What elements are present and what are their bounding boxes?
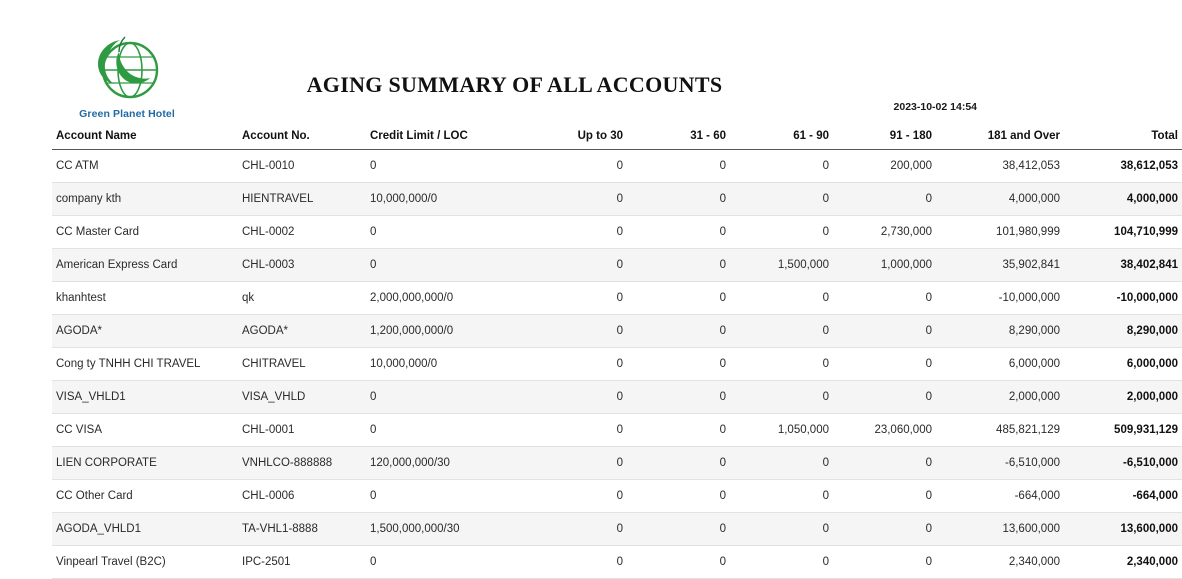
cell-credit-limit: 0 — [366, 414, 524, 447]
column-header-account-name: Account Name — [52, 130, 238, 150]
cell-account-no: IPC-2501 — [238, 546, 366, 579]
cell-31-60: 0 — [627, 348, 730, 381]
table-body — [52, 150, 1182, 579]
cell-61-90: 0 — [730, 315, 833, 348]
column-header-up-to-30: Up to 30 — [524, 130, 627, 150]
cell-91-180: 0 — [833, 381, 936, 414]
aging-summary-table — [52, 130, 1182, 579]
cell-31-60: 0 — [627, 249, 730, 282]
cell-up-to-30: 0 — [524, 282, 627, 315]
table-row — [52, 183, 1182, 216]
cell-181-and-over: -664,000 — [936, 480, 1064, 513]
cell-account-name: Vinpearl Travel (B2C) — [52, 546, 238, 579]
cell-31-60: 0 — [627, 513, 730, 546]
cell-181-and-over: -6,510,000 — [936, 447, 1064, 480]
table-row — [52, 414, 1182, 447]
table-row — [52, 447, 1182, 480]
cell-61-90: 0 — [730, 480, 833, 513]
brand-name: Green Planet Hotel — [79, 108, 175, 120]
cell-account-name: CC Master Card — [52, 216, 238, 249]
report-table-container — [52, 130, 1178, 568]
cell-account-no: VNHLCO-888888 — [238, 447, 366, 480]
column-header-credit-limit: Credit Limit / LOC — [366, 130, 524, 150]
cell-up-to-30: 0 — [524, 348, 627, 381]
cell-total: 38,612,053 — [1064, 150, 1182, 183]
cell-credit-limit: 120,000,000/30 — [366, 447, 524, 480]
cell-181-and-over: 38,412,053 — [936, 150, 1064, 183]
cell-181-and-over: 35,902,841 — [936, 249, 1064, 282]
cell-account-name: Cong ty TNHH CHI TRAVEL — [52, 348, 238, 381]
cell-181-and-over: 485,821,129 — [936, 414, 1064, 447]
cell-up-to-30: 0 — [524, 480, 627, 513]
cell-total: -10,000,000 — [1064, 282, 1182, 315]
cell-credit-limit: 10,000,000/0 — [366, 348, 524, 381]
table-row — [52, 282, 1182, 315]
cell-credit-limit: 0 — [366, 150, 524, 183]
cell-181-and-over: -10,000,000 — [936, 282, 1064, 315]
cell-account-no: CHL-0001 — [238, 414, 366, 447]
cell-91-180: 0 — [833, 546, 936, 579]
cell-31-60: 0 — [627, 546, 730, 579]
table-row — [52, 348, 1182, 381]
cell-61-90: 0 — [730, 216, 833, 249]
cell-credit-limit: 10,000,000/0 — [366, 183, 524, 216]
table-row — [52, 150, 1182, 183]
cell-total: -664,000 — [1064, 480, 1182, 513]
cell-91-180: 2,730,000 — [833, 216, 936, 249]
cell-total: 4,000,000 — [1064, 183, 1182, 216]
cell-61-90: 0 — [730, 183, 833, 216]
cell-61-90: 0 — [730, 513, 833, 546]
cell-181-and-over: 13,600,000 — [936, 513, 1064, 546]
cell-91-180: 23,060,000 — [833, 414, 936, 447]
table-row — [52, 480, 1182, 513]
cell-account-no: AGODA* — [238, 315, 366, 348]
cell-up-to-30: 0 — [524, 447, 627, 480]
cell-up-to-30: 0 — [524, 315, 627, 348]
cell-credit-limit: 1,500,000,000/30 — [366, 513, 524, 546]
cell-181-and-over: 2,000,000 — [936, 381, 1064, 414]
cell-31-60: 0 — [627, 381, 730, 414]
column-header-account-no: Account No. — [238, 130, 366, 150]
cell-total: 509,931,129 — [1064, 414, 1182, 447]
cell-91-180: 0 — [833, 315, 936, 348]
cell-account-name: khanhtest — [52, 282, 238, 315]
cell-181-and-over: 2,340,000 — [936, 546, 1064, 579]
column-header-91-180: 91 - 180 — [833, 130, 936, 150]
cell-181-and-over: 101,980,999 — [936, 216, 1064, 249]
cell-credit-limit: 0 — [366, 381, 524, 414]
cell-31-60: 0 — [627, 480, 730, 513]
cell-91-180: 1,000,000 — [833, 249, 936, 282]
cell-31-60: 0 — [627, 447, 730, 480]
cell-61-90: 1,050,000 — [730, 414, 833, 447]
cell-total: 38,402,841 — [1064, 249, 1182, 282]
cell-credit-limit: 1,200,000,000/0 — [366, 315, 524, 348]
cell-account-no: CHL-0003 — [238, 249, 366, 282]
cell-total: 6,000,000 — [1064, 348, 1182, 381]
cell-91-180: 0 — [833, 282, 936, 315]
cell-credit-limit: 2,000,000,000/0 — [366, 282, 524, 315]
cell-up-to-30: 0 — [524, 183, 627, 216]
cell-31-60: 0 — [627, 150, 730, 183]
cell-account-no: qk — [238, 282, 366, 315]
cell-31-60: 0 — [627, 183, 730, 216]
cell-up-to-30: 0 — [524, 150, 627, 183]
column-header-31-60: 31 - 60 — [627, 130, 730, 150]
cell-total: -6,510,000 — [1064, 447, 1182, 480]
cell-up-to-30: 0 — [524, 249, 627, 282]
cell-account-no: HIENTRAVEL — [238, 183, 366, 216]
cell-61-90: 0 — [730, 447, 833, 480]
cell-account-no: CHL-0002 — [238, 216, 366, 249]
cell-up-to-30: 0 — [524, 216, 627, 249]
cell-account-name: AGODA* — [52, 315, 238, 348]
column-header-61-90: 61 - 90 — [730, 130, 833, 150]
cell-181-and-over: 4,000,000 — [936, 183, 1064, 216]
cell-91-180: 0 — [833, 480, 936, 513]
cell-181-and-over: 8,290,000 — [936, 315, 1064, 348]
cell-account-name: CC ATM — [52, 150, 238, 183]
cell-up-to-30: 0 — [524, 513, 627, 546]
cell-61-90: 0 — [730, 282, 833, 315]
cell-credit-limit: 0 — [366, 546, 524, 579]
cell-credit-limit: 0 — [366, 480, 524, 513]
table-row — [52, 381, 1182, 414]
report-timestamp: 2023-10-02 14:54 — [893, 101, 977, 113]
cell-61-90: 0 — [730, 348, 833, 381]
cell-91-180: 0 — [833, 348, 936, 381]
cell-account-name: VISA_VHLD1 — [52, 381, 238, 414]
cell-account-name: CC VISA — [52, 414, 238, 447]
report-header — [52, 0, 977, 130]
cell-31-60: 0 — [627, 414, 730, 447]
cell-account-name: LIEN CORPORATE — [52, 447, 238, 480]
table-header — [52, 130, 1182, 150]
cell-61-90: 0 — [730, 381, 833, 414]
table-row — [52, 513, 1182, 546]
table-row — [52, 216, 1182, 249]
cell-total: 104,710,999 — [1064, 216, 1182, 249]
cell-up-to-30: 0 — [524, 546, 627, 579]
cell-61-90: 1,500,000 — [730, 249, 833, 282]
cell-up-to-30: 0 — [524, 414, 627, 447]
cell-31-60: 0 — [627, 216, 730, 249]
column-header-181-and-over: 181 and Over — [936, 130, 1064, 150]
cell-61-90: 0 — [730, 546, 833, 579]
cell-account-name: AGODA_VHLD1 — [52, 513, 238, 546]
cell-account-name: American Express Card — [52, 249, 238, 282]
page-title: AGING SUMMARY OF ALL ACCOUNTS — [306, 72, 723, 97]
cell-61-90: 0 — [730, 150, 833, 183]
cell-account-no: VISA_VHLD — [238, 381, 366, 414]
cell-account-no: CHITRAVEL — [238, 348, 366, 381]
cell-total: 2,000,000 — [1064, 381, 1182, 414]
table-row — [52, 249, 1182, 282]
cell-account-no: TA-VHL1-8888 — [238, 513, 366, 546]
cell-91-180: 0 — [833, 447, 936, 480]
cell-credit-limit: 0 — [366, 216, 524, 249]
cell-91-180: 0 — [833, 513, 936, 546]
cell-181-and-over: 6,000,000 — [936, 348, 1064, 381]
cell-account-no: CHL-0006 — [238, 480, 366, 513]
column-header-total: Total — [1064, 130, 1182, 150]
cell-91-180: 200,000 — [833, 150, 936, 183]
cell-31-60: 0 — [627, 315, 730, 348]
table-header-row — [52, 130, 1182, 150]
cell-credit-limit: 0 — [366, 249, 524, 282]
cell-account-no: CHL-0010 — [238, 150, 366, 183]
cell-total: 2,340,000 — [1064, 546, 1182, 579]
cell-account-name: company kth — [52, 183, 238, 216]
cell-31-60: 0 — [627, 282, 730, 315]
table-row — [52, 546, 1182, 579]
cell-total: 13,600,000 — [1064, 513, 1182, 546]
cell-total: 8,290,000 — [1064, 315, 1182, 348]
cell-91-180: 0 — [833, 183, 936, 216]
cell-up-to-30: 0 — [524, 381, 627, 414]
table-row — [52, 315, 1182, 348]
cell-account-name: CC Other Card — [52, 480, 238, 513]
